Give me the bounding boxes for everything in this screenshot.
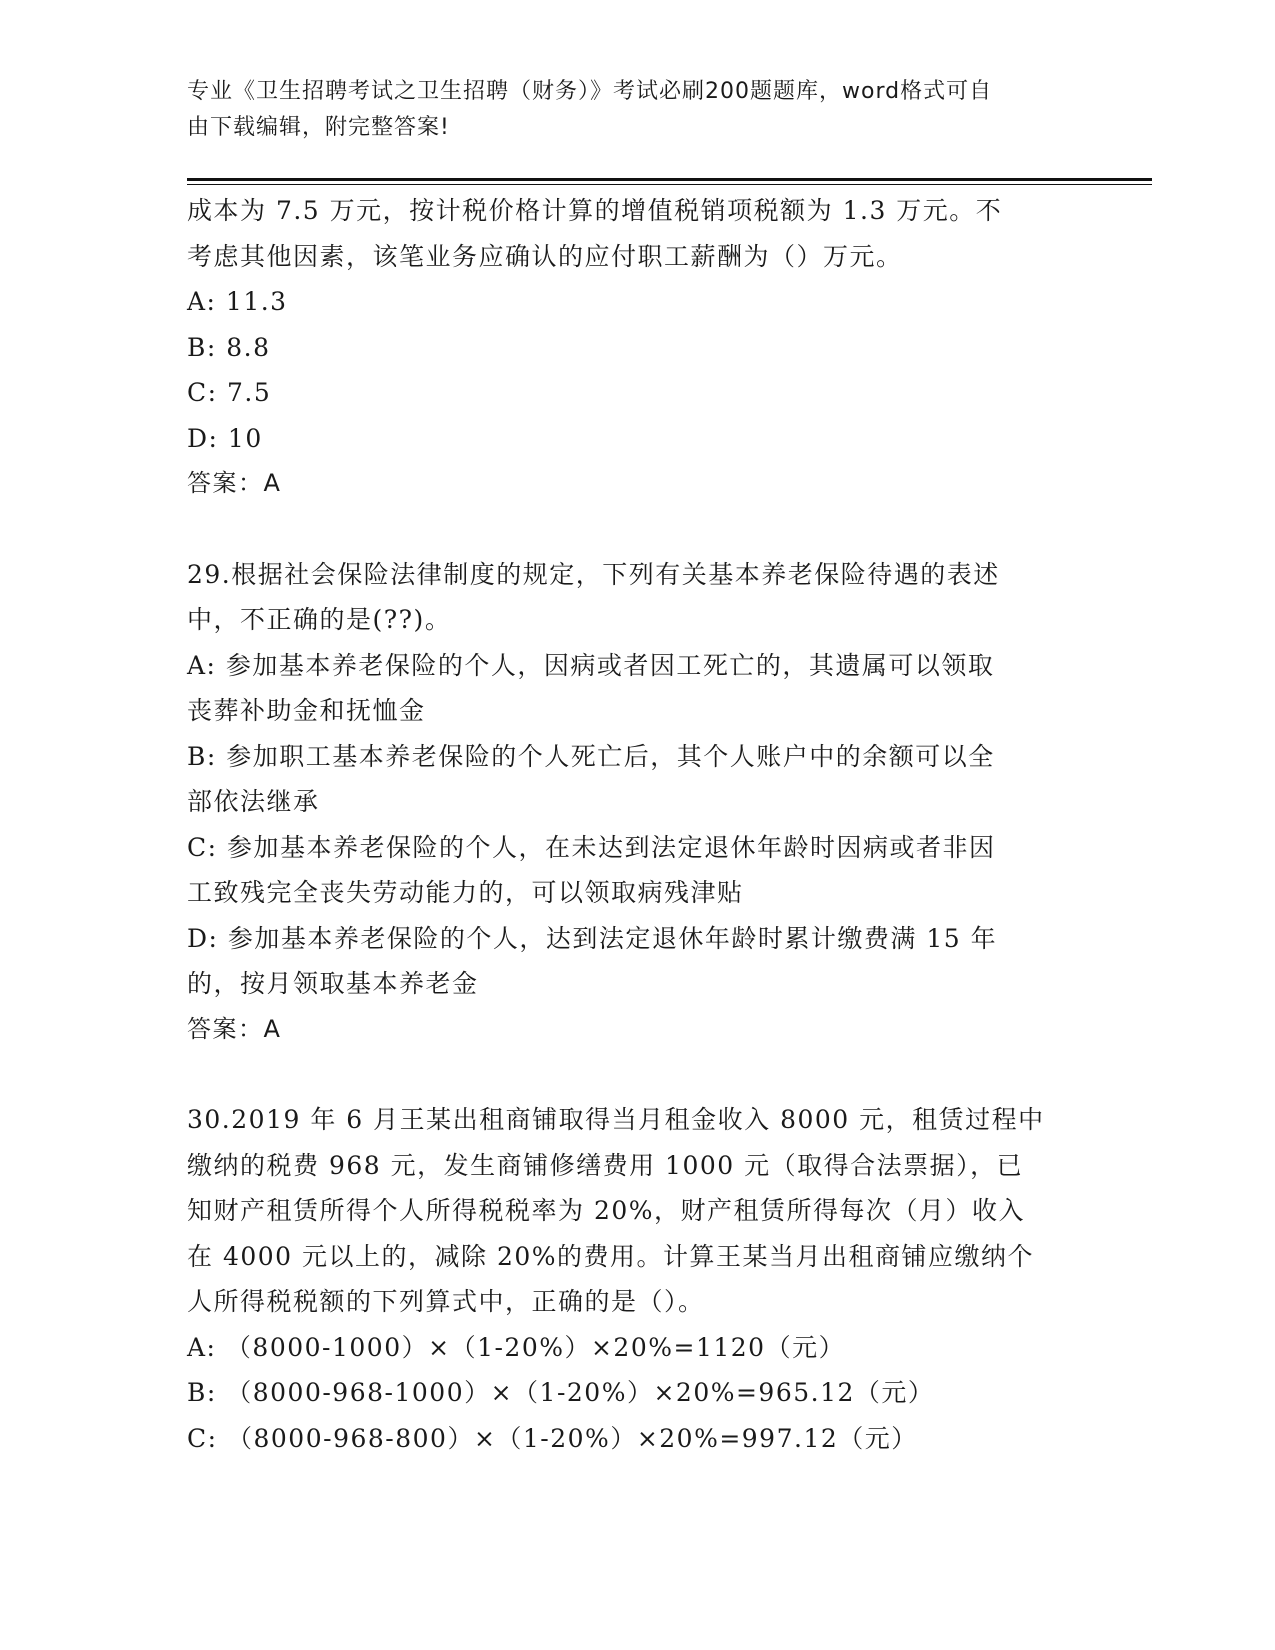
header-line-2: 由下载编辑，附完整答案! — [187, 115, 450, 140]
option-c-continued: 工致残完全丧失劳动能力的，可以领取病残津贴 — [187, 878, 744, 907]
header-divider-thick — [187, 178, 1152, 181]
document-header — [187, 74, 1067, 146]
option-c: C: 7.5 — [187, 378, 272, 407]
option-d: D: 10 — [187, 423, 263, 453]
document-body — [187, 188, 1087, 1461]
header-divider-thin — [187, 184, 1152, 185]
option-a: A: 参加基本养老保险的个人，因病或者因工死亡的，其遗属可以领取 — [187, 650, 995, 680]
option-c: C: （8000-968-800）×（1-20%）×20%=997.12（元） — [187, 1423, 918, 1453]
option-a-continued: 丧葬补助金和抚恤金 — [187, 696, 426, 725]
question-28 — [187, 188, 1087, 507]
question-stem-line: 人所得税税额的下列算式中，正确的是（）。 — [187, 1287, 705, 1316]
question-spacer — [187, 1052, 1087, 1097]
question-stem-line: 30.2019 年 6 月王某出租商铺取得当月租金收入 8000 元，租赁过程中 — [187, 1105, 1045, 1134]
header-line-1: 专业《卫生招聘考试之卫生招聘（财务）》考试必刷200题题库，word格式可自 — [187, 79, 993, 104]
question-30 — [187, 1097, 1087, 1461]
question-stem-line: 考虑其他因素，该笔业务应确认的应付职工薪酬为（）万元。 — [187, 241, 903, 271]
answer-line: 答案：A — [187, 1014, 282, 1043]
question-stem-line: 缴纳的税费 968 元，发生商铺修缮费用 1000 元（取得合法票据），已 — [187, 1150, 1024, 1180]
option-c: C: 参加基本养老保险的个人，在未达到法定退休年龄时因病或者非因 — [187, 832, 996, 862]
option-b: B: （8000-968-1000）×（1-20%）×20%=965.12（元） — [187, 1378, 935, 1407]
question-spacer — [187, 507, 1087, 552]
question-stem-line: 知财产租赁所得个人所得税税率为 20%，财产租赁所得每次（月）收入 — [187, 1196, 1026, 1225]
question-stem-line: 成本为 7.5 万元，按计税价格计算的增值税销项税额为 1.3 万元。不 — [187, 196, 1003, 225]
question-stem-line: 在 4000 元以上的，减除 20%的费用。计算王某当月出租商铺应缴纳个 — [187, 1241, 1035, 1271]
option-b: B: 参加职工基本养老保险的个人死亡后，其个人账户中的余额可以全 — [187, 741, 995, 771]
option-a: A: （8000-1000）×（1-20%）×20%=1120（元） — [187, 1332, 846, 1362]
question-stem-line: 29.根据社会保险法律制度的规定，下列有关基本养老保险待遇的表述 — [187, 559, 1000, 589]
option-d-continued: 的，按月领取基本养老金 — [187, 969, 479, 998]
option-d: D: 参加基本养老保险的个人，达到法定退休年龄时累计缴费满 15 年 — [187, 923, 998, 953]
option-b-continued: 部依法继承 — [187, 787, 320, 816]
option-b: B: 8.8 — [187, 332, 271, 362]
question-29 — [187, 552, 1087, 1053]
question-stem-line: 中，不正确的是(??)。 — [187, 605, 452, 634]
option-a: A: 11.3 — [187, 287, 288, 316]
answer-line: 答案：A — [187, 469, 282, 497]
